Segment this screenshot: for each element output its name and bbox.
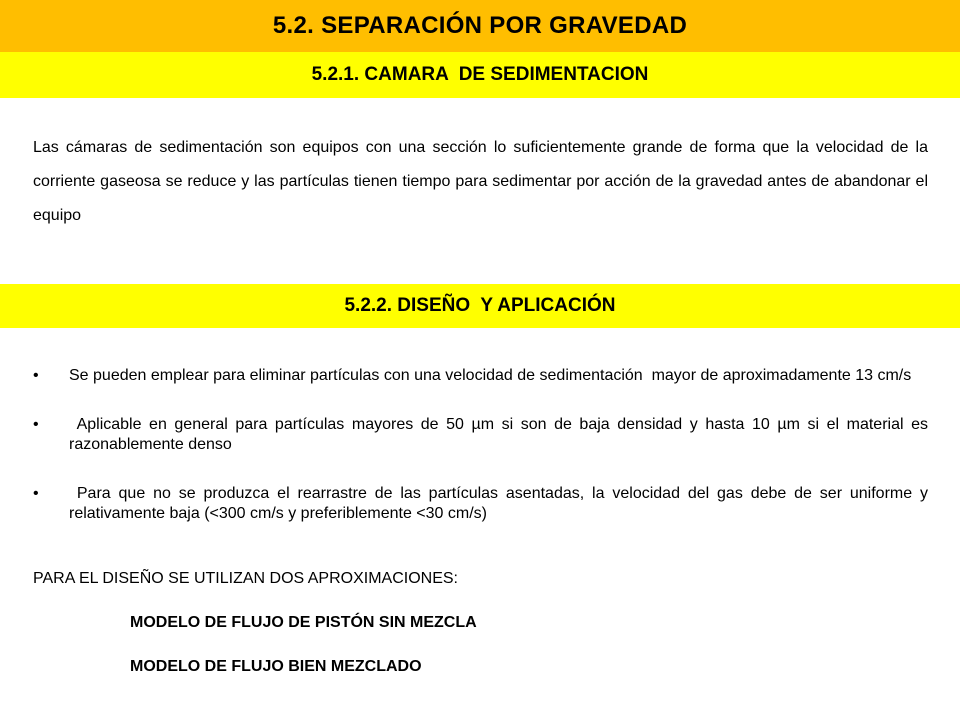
model-plug-flow: MODELO DE FLUJO DE PISTÓN SIN MEZCLA [130, 614, 477, 631]
bullet-marker: • [33, 485, 39, 502]
subtitle-banner-design-application [0, 284, 960, 328]
title-banner [0, 0, 960, 52]
subtitle-banner-sedimentation-chamber [0, 52, 960, 98]
model-well-mixed: MODELO DE FLUJO BIEN MEZCLADO [130, 658, 422, 675]
approaches-heading: PARA EL DISEÑO SE UTILIZAN DOS APROXIMACIONES: [33, 570, 458, 587]
page-title: 5.2. SEPARACIÓN POR GRAVEDAD [272, 12, 688, 39]
bullet-marker: • [33, 416, 39, 433]
bullet-text: Para que no se produzca el rearrastre de las partículas asentadas, la velocidad del gas debe de ser uniforme y relativamente baja (<300 cm/s y preferiblemente <30 cm/s) [69, 485, 933, 522]
list-item [33, 366, 928, 386]
list-item [33, 415, 933, 455]
section-heading-sedimentation-chamber: 5.2.1. CAMARA DE SEDIMENTACION [311, 64, 649, 85]
bullet-text: Aplicable en general para partículas mayores de 50 µm si son de baja densidad y hasta 10 µm si el material es razonablemente denso [69, 416, 933, 453]
list-item [33, 484, 933, 524]
section-heading-design-application: 5.2.2. DISEÑO Y APLICACIÓN [344, 295, 616, 316]
bullet-marker: • [33, 367, 39, 384]
bullet-list [33, 366, 933, 553]
bullet-text: Se pueden emplear para eliminar partículas con una velocidad de sedimentación mayor de aproximadamente 13 cm/s [69, 367, 912, 384]
intro-paragraph: Las cámaras de sedimentación son equipos con una sección lo suficientemente grande de forma que la velocidad de la corriente gaseosa se reduce y las partículas tienen tiempo para sedimentar por acción de la gravedad antes de abandonar el equipo [33, 139, 928, 224]
